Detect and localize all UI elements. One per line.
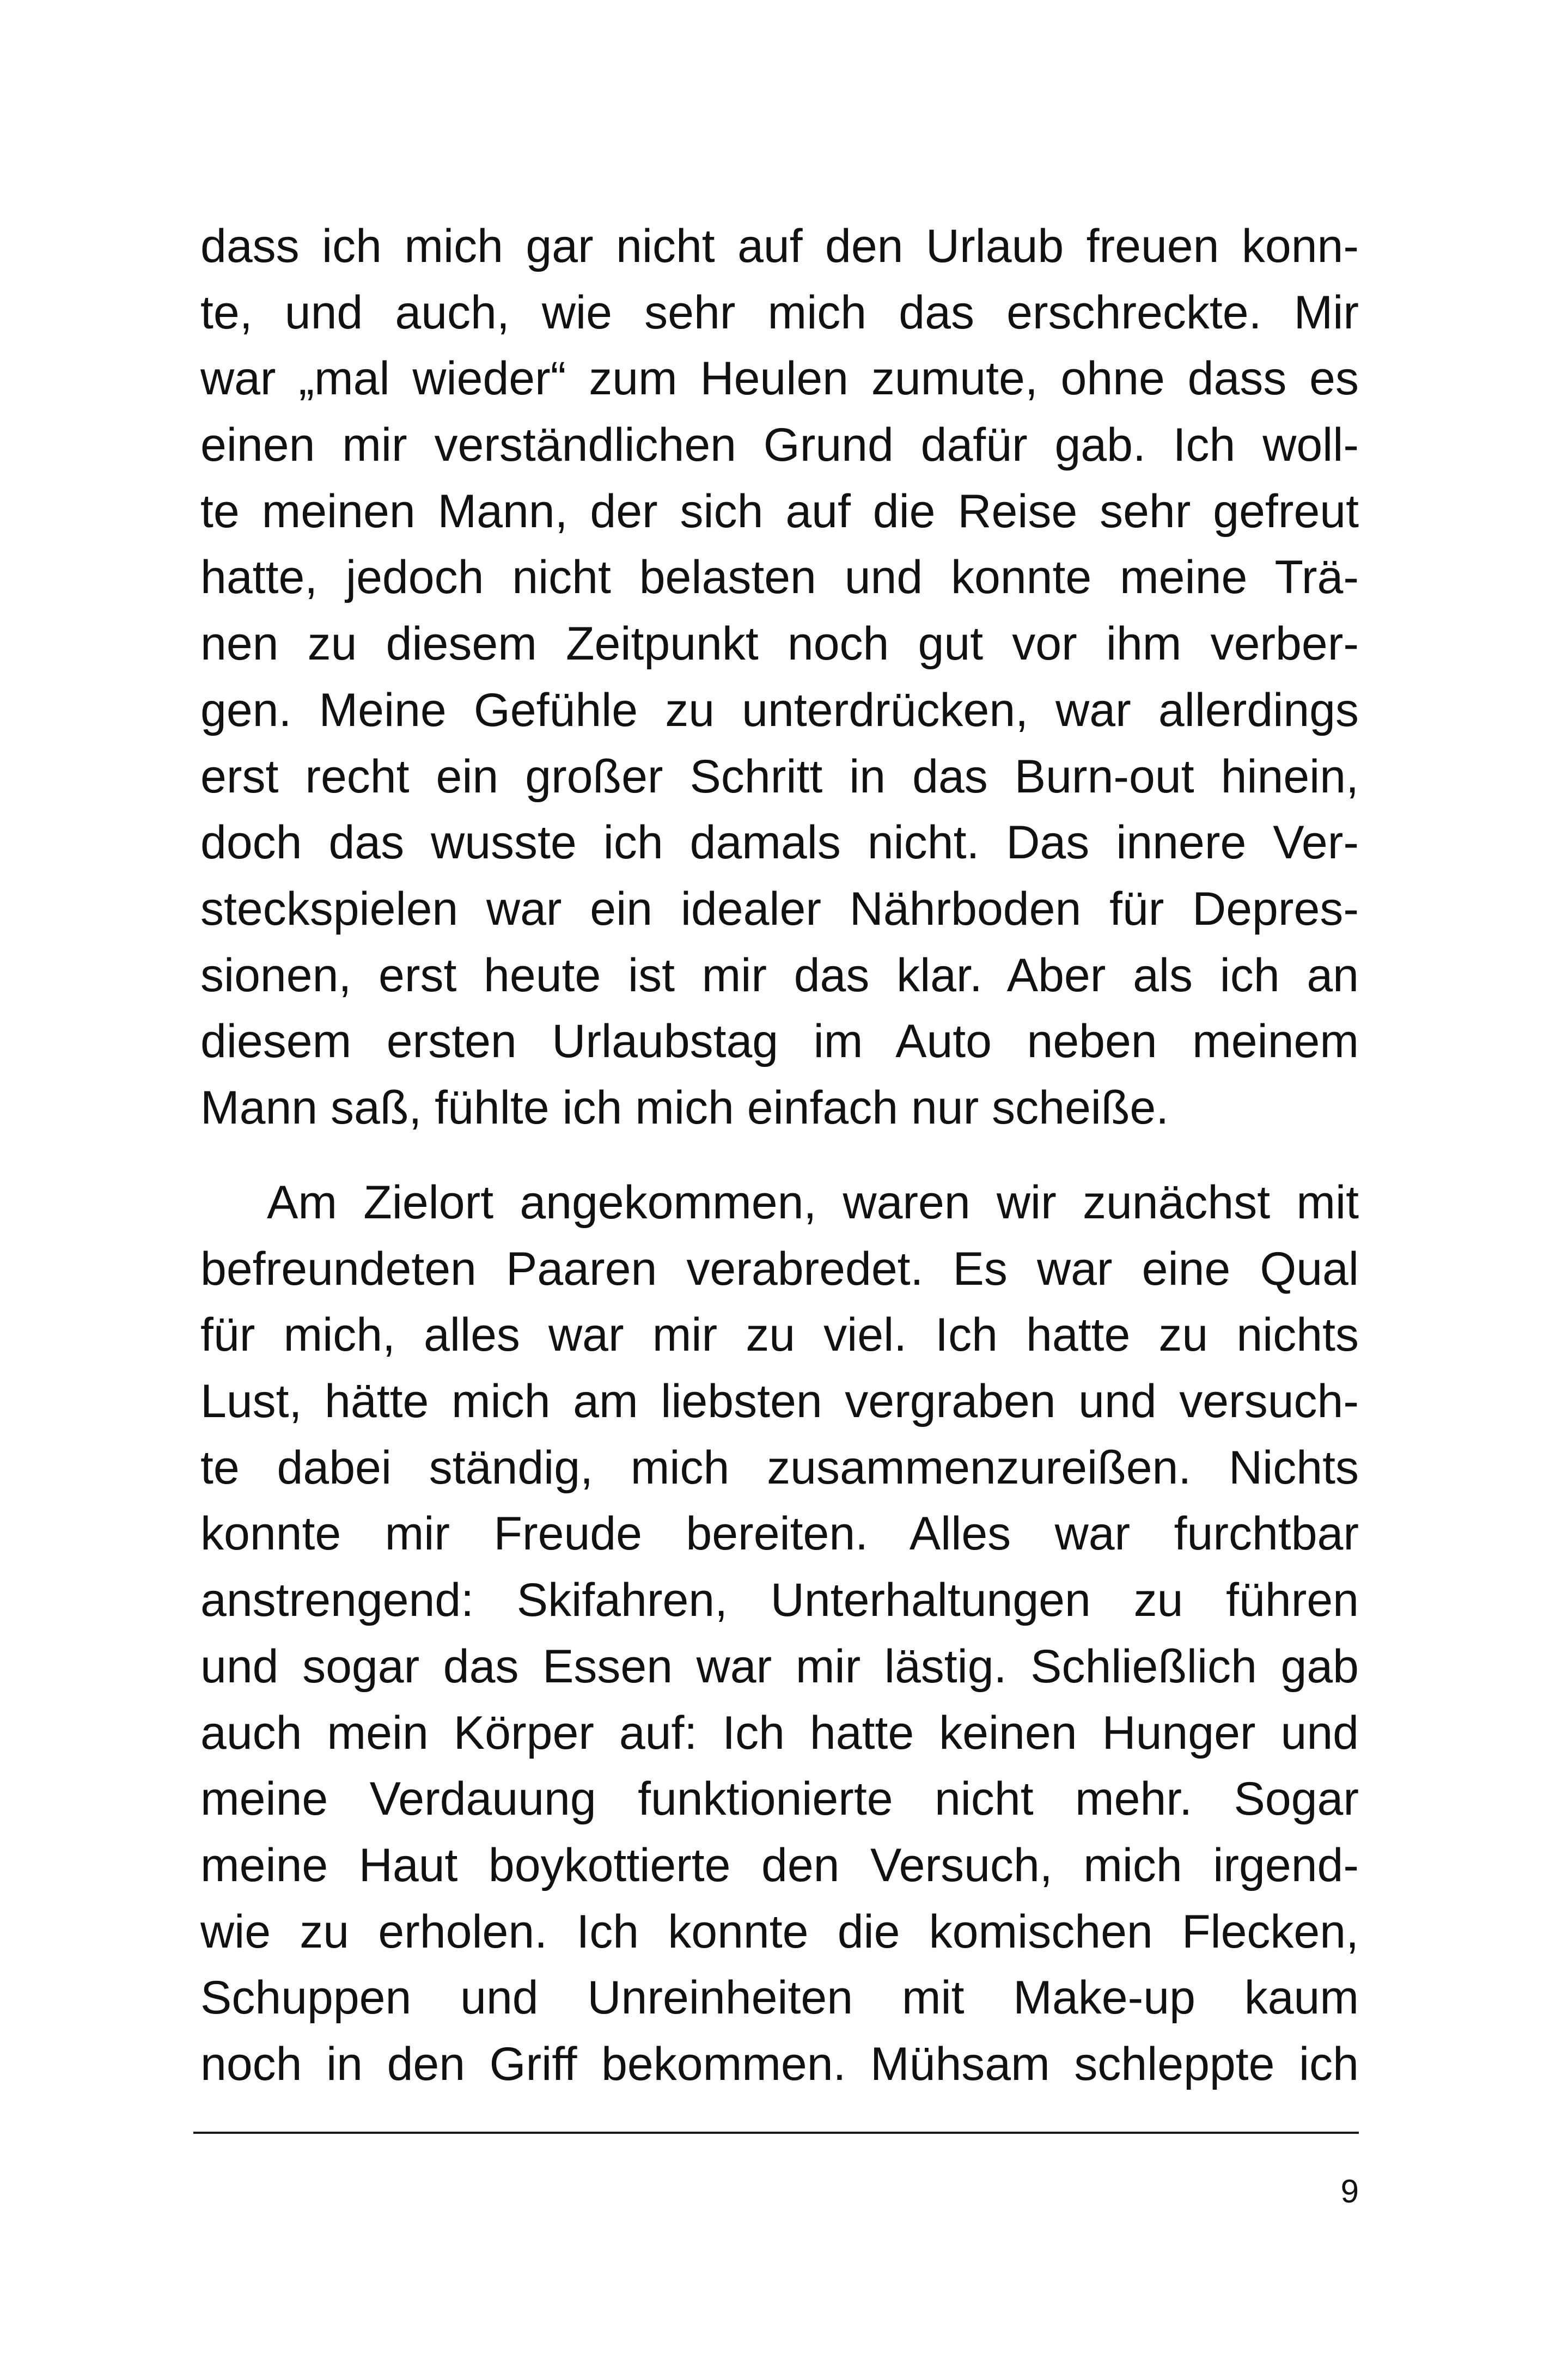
text-line: für mich, alles war mir zu viel. Ich hatte zu nichts: [200, 1309, 1359, 1362]
text-line: anstrengend: Skifahren, Unterhaltungen zu führen: [200, 1574, 1359, 1627]
text-line: te dabei ständig, mich zusammenzureißen. Nichts: [200, 1441, 1359, 1494]
text-line: Am Zielort angekommen, waren wir zunächst mit: [267, 1176, 1359, 1229]
text-line: hatte, jedoch nicht belasten und konnte meine Trä-: [200, 551, 1359, 604]
page-number: 9: [1340, 2173, 1359, 2210]
paragraph-1: [200, 213, 1359, 1142]
text-line: einen mir verständlichen Grund dafür gab. Ich woll-: [200, 419, 1359, 472]
text-line: sionen, erst heute ist mir das klar. Aber als ich an: [200, 949, 1359, 1002]
text-line: noch in den Griff bekommen. Mühsam schleppte ich: [200, 2037, 1359, 2090]
text-line: befreundeten Paaren verabredet. Es war eine Qual: [200, 1242, 1359, 1295]
text-line: wie zu erholen. Ich konnte die komischen Flecken,: [200, 1905, 1359, 1958]
text-line: erst recht ein großer Schritt in das Burn-out hinein,: [200, 750, 1359, 803]
text-line: meine Haut boykottierte den Versuch, mich irgend-: [200, 1839, 1359, 1891]
text-line: nen zu diesem Zeitpunkt noch gut vor ihm verber-: [200, 618, 1359, 670]
text-line: meine Verdauung funktionierte nicht mehr. Sogar: [200, 1773, 1359, 1826]
text-line: te, und auch, wie sehr mich das erschreckte. Mir: [200, 286, 1359, 339]
text-line: Mann saß, fühlte ich mich einfach nur scheiße.: [200, 1081, 1169, 1134]
text-line: te meinen Mann, der sich auf die Reise sehr gefreut: [200, 485, 1359, 538]
text-line: gen. Meine Gefühle zu unterdrücken, war allerdings: [200, 684, 1359, 736]
text-line: auch mein Körper auf: Ich hatte keinen Hunger und: [200, 1706, 1359, 1759]
text-line: Lust, hätte mich am liebsten vergraben und versuch-: [200, 1375, 1359, 1428]
footer-divider: [193, 2132, 1359, 2134]
paragraph-2: [200, 1170, 1359, 2098]
text-line: doch das wusste ich damals nicht. Das innere Ver-: [200, 816, 1359, 869]
text-line: war „mal wieder“ zum Heulen zumute, ohne dass es: [200, 352, 1359, 405]
text-line: dass ich mich gar nicht auf den Urlaub freuen konn-: [200, 220, 1359, 272]
text-line: Schuppen und Unreinheiten mit Make-up kaum: [200, 1972, 1359, 2024]
text-line: steckspielen war ein idealer Nährboden für Depres-: [200, 882, 1359, 935]
text-line: und sogar das Essen war mir lästig. Schließlich gab: [200, 1640, 1359, 1693]
text-line: diesem ersten Urlaubstag im Auto neben meinem: [200, 1015, 1359, 1068]
text-line: konnte mir Freude bereiten. Alles war furchtbar: [200, 1508, 1359, 1560]
